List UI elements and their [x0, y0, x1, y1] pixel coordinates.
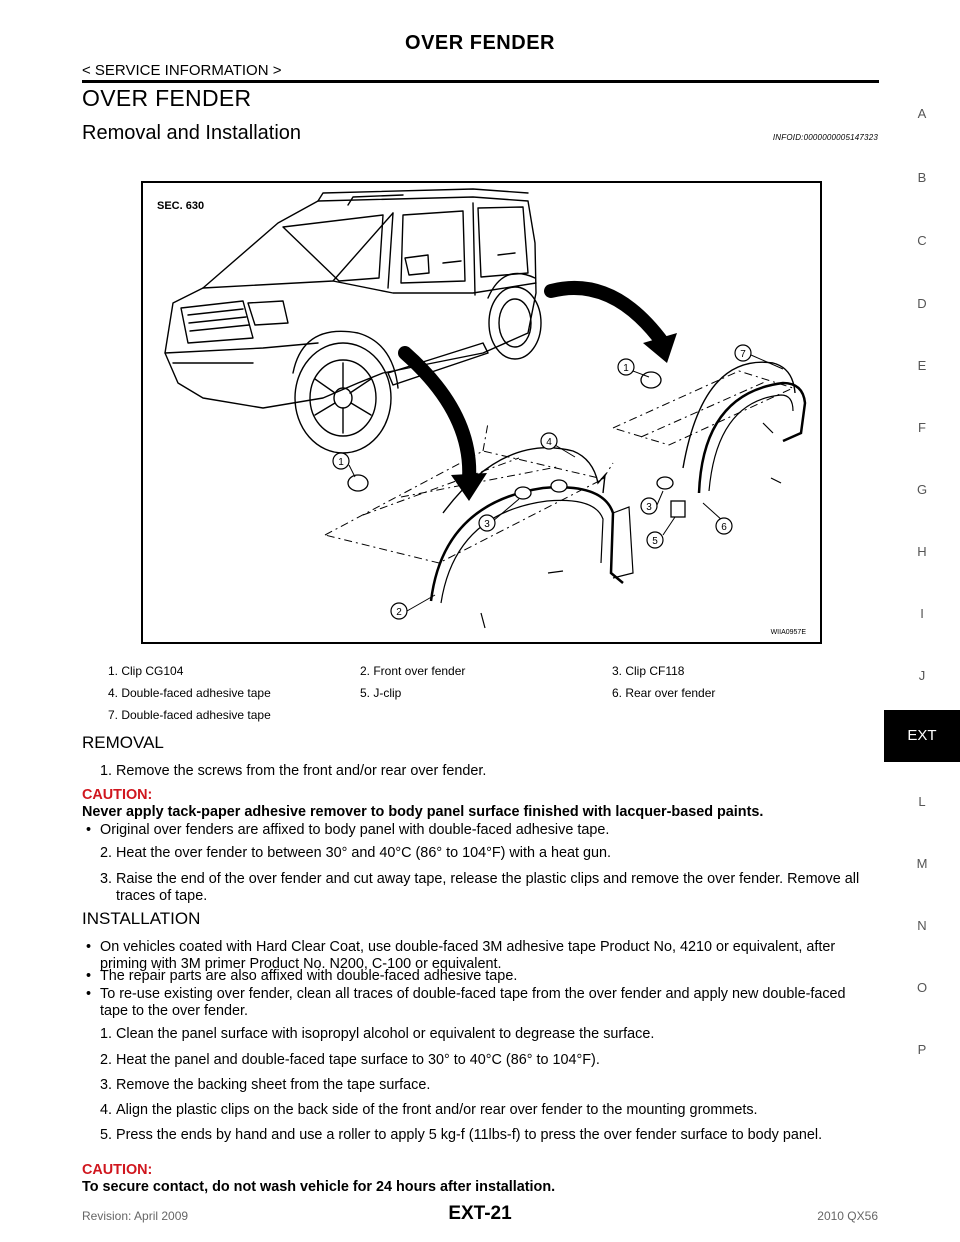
- step-number: 1.: [100, 1026, 113, 1042]
- step-number: 2.: [100, 1052, 113, 1068]
- bullet-text: On vehicles coated with Hard Clear Coat, use double-faced 3M adhesive tape Product No, 4210 or equivalent, after priming with 3M primer Product No. N200, C-100 or equivalent.: [100, 939, 836, 972]
- bullet-text: Original over fenders are affixed to body panel with double-faced adhesive tape.: [100, 822, 610, 838]
- callout-7: 7: [740, 349, 746, 360]
- tab-j[interactable]: J: [918, 668, 926, 683]
- tab-ext[interactable]: EXT: [884, 710, 960, 762]
- step-text: Heat the over fender to between 30° and 40°C (86° to 104°F) with a heat gun.: [116, 845, 612, 861]
- step-number: 3.: [100, 871, 113, 887]
- install-bullet-3: [82, 986, 862, 1020]
- callout-6: 6: [721, 522, 727, 533]
- install-bullet-2: [82, 968, 862, 985]
- removal-step-3: [100, 871, 880, 905]
- section-title: OVER FENDER: [82, 85, 252, 111]
- model-year: 2010 QX56: [817, 1209, 878, 1223]
- bullet-text: To re-use existing over fender, clean all traces of double-faced tape from the over fender and apply new double-faced tape to the over fender.: [100, 986, 846, 1019]
- legend-item: 6. Rear over fender: [612, 686, 716, 700]
- removal-bullet: [82, 822, 862, 839]
- bullet-mark: •: [86, 939, 92, 955]
- step-text: Align the plastic clips on the back side of the front and/or rear over fender to the mounting grommets.: [116, 1102, 758, 1118]
- tab-i[interactable]: I: [920, 606, 924, 621]
- header-divider: [82, 80, 879, 83]
- service-info-breadcrumb: < SERVICE INFORMATION >: [82, 62, 282, 79]
- callout-3-rear: 3: [646, 502, 652, 513]
- caution-text: Never apply tack-paper adhesive remover to body panel surface finished with lacquer-based paints.: [82, 804, 764, 820]
- legend-item: 2. Front over fender: [360, 664, 466, 678]
- bullet-mark: •: [86, 986, 92, 1002]
- step-text: Press the ends by hand and use a roller to apply 5 kg-f (11lbs-f) to press the over fender surface to body panel.: [116, 1127, 823, 1143]
- tab-g[interactable]: G: [916, 482, 928, 497]
- installation-heading: INSTALLATION: [82, 909, 201, 928]
- legend-item: 4. Double-faced adhesive tape: [108, 686, 271, 700]
- install-step-2: [100, 1052, 880, 1069]
- step-number: 3.: [100, 1077, 113, 1093]
- callout-1-rear: 1: [623, 363, 629, 374]
- page-title: OVER FENDER: [405, 32, 555, 54]
- figure-section-label: SEC. 630: [157, 200, 205, 212]
- install-step-1: [100, 1026, 880, 1043]
- step-text: Raise the end of the over fender and cut away tape, release the plastic clips and remove the over fender. Remove all traces of tape.: [116, 871, 860, 904]
- tab-d[interactable]: D: [917, 296, 927, 311]
- callout-1-front: 1: [338, 457, 344, 468]
- bullet-text: The repair parts are also affixed with double-faced adhesive tape.: [100, 968, 518, 984]
- step-text: Heat the panel and double-faced tape surface to 30° to 40°C (86° to 104°F).: [116, 1052, 600, 1068]
- removal-step-1: [100, 763, 880, 780]
- tab-h[interactable]: H: [917, 544, 927, 559]
- callout-2: 2: [396, 607, 402, 618]
- tab-l[interactable]: L: [918, 794, 926, 809]
- step-text: Clean the panel surface with isopropyl alcohol or equivalent to degrease the surface.: [116, 1026, 655, 1042]
- bullet-mark: •: [86, 968, 92, 984]
- removal-heading: REMOVAL: [82, 733, 164, 752]
- step-number: 5.: [100, 1127, 113, 1143]
- page-number: EXT-21: [448, 1203, 512, 1224]
- install-step-4: [100, 1102, 880, 1119]
- callout-5: 5: [652, 536, 658, 547]
- tab-a[interactable]: A: [917, 106, 927, 121]
- tab-e[interactable]: E: [917, 358, 927, 373]
- tab-p[interactable]: P: [917, 1042, 927, 1057]
- callout-4: 4: [546, 437, 552, 448]
- step-number: 2.: [100, 845, 113, 861]
- section-subtitle: Removal and Installation: [82, 122, 302, 144]
- tab-m[interactable]: M: [916, 856, 928, 871]
- caution-label: CAUTION:: [82, 787, 153, 803]
- tab-c[interactable]: C: [917, 233, 927, 248]
- legend-item: 3. Clip CF118: [612, 664, 685, 678]
- legend-item: 7. Double-faced adhesive tape: [108, 708, 271, 722]
- legend-item: 5. J-clip: [360, 686, 402, 700]
- legend-item: 1. Clip CG104: [108, 664, 184, 678]
- callout-3-front: 3: [484, 519, 490, 530]
- caution-text: To secure contact, do not wash vehicle for 24 hours after installation.: [82, 1179, 556, 1195]
- removal-step-2: [100, 845, 880, 862]
- exploded-diagram: [141, 181, 822, 644]
- tab-n[interactable]: N: [917, 918, 927, 933]
- tab-b[interactable]: B: [917, 170, 927, 185]
- figure-id: WIIA0957E: [770, 629, 806, 636]
- tab-f[interactable]: F: [918, 420, 926, 435]
- section-index-tabs: [884, 0, 960, 1242]
- step-text: Remove the screws from the front and/or rear over fender.: [116, 763, 487, 779]
- vehicle-fender-illustration: [143, 183, 820, 642]
- install-step-3: [100, 1077, 880, 1094]
- info-id: INFOID:0000000005147323: [772, 133, 878, 142]
- bullet-mark: •: [86, 822, 92, 838]
- step-number: 4.: [100, 1102, 113, 1118]
- caution-label: CAUTION:: [82, 1162, 153, 1178]
- install-step-5: [100, 1127, 880, 1144]
- revision-date: Revision: April 2009: [82, 1209, 189, 1223]
- step-text: Remove the backing sheet from the tape surface.: [116, 1077, 431, 1093]
- tab-o[interactable]: O: [916, 980, 928, 995]
- step-number: 1.: [100, 763, 113, 779]
